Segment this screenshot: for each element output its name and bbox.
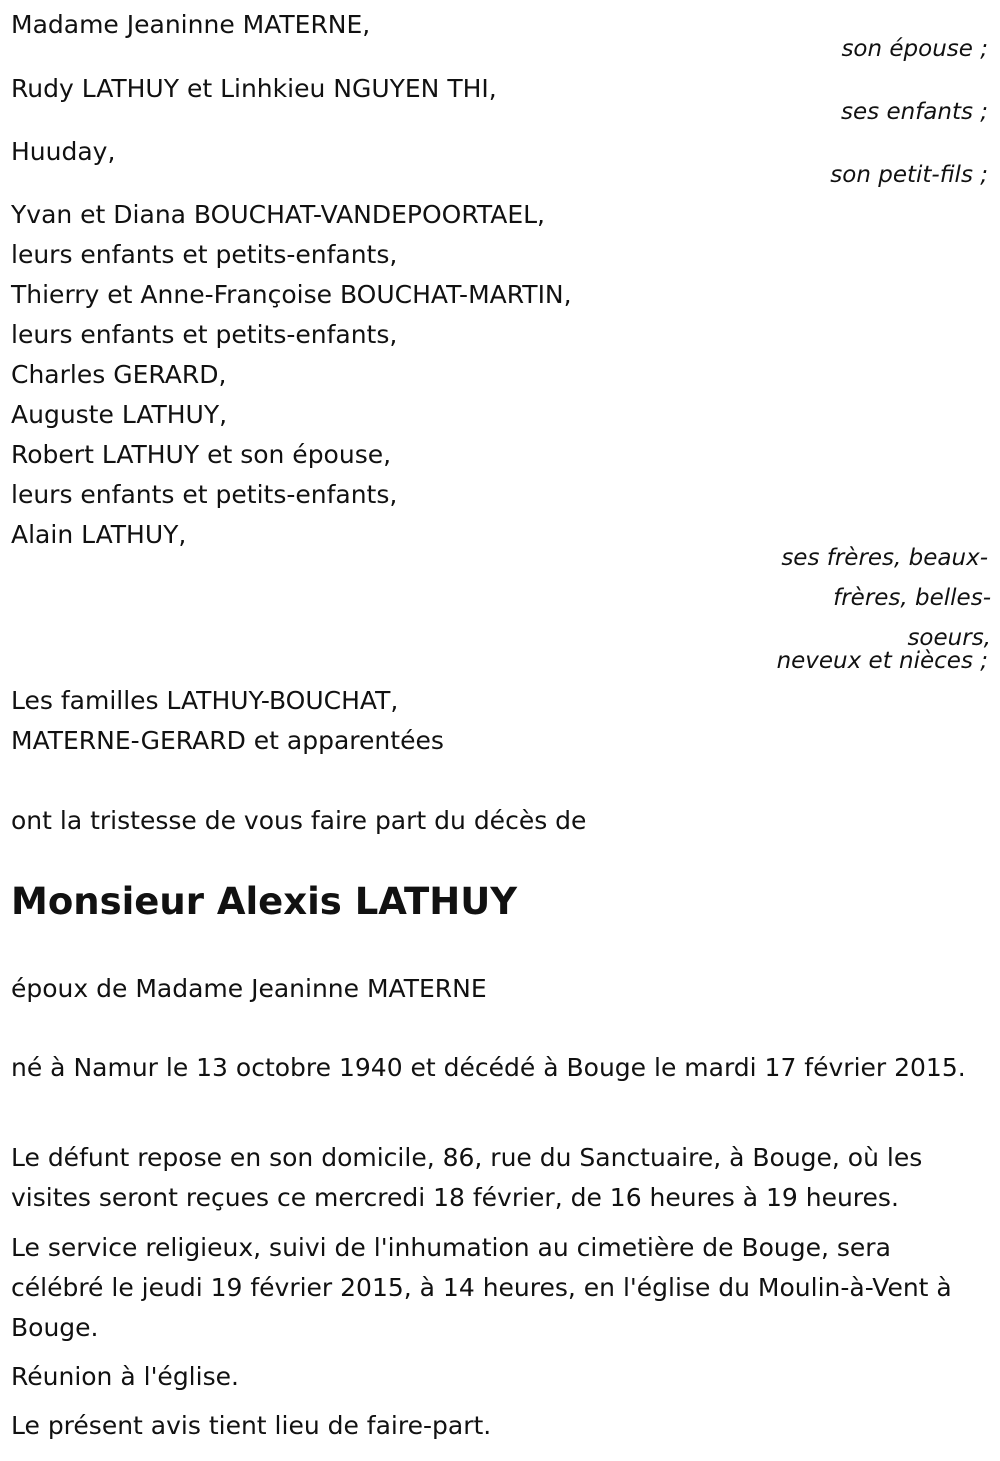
siblings-relation-line: frères, belles-: [833, 585, 991, 611]
siblings-relation-line: soeurs,: [907, 625, 991, 651]
notice-paragraph: Le présent avis tient lieu de faire-part.: [11, 1411, 492, 1440]
visitation-paragraph: Le défunt repose en son domicile, 86, rue du Sanctuaire, à Bouge, où les visites seront reçues ce mercredi 18 février, de 16 heures à 19 heures.: [11, 1143, 923, 1212]
sibling-line: Robert LATHUY et son épouse,: [11, 440, 392, 469]
families-line: Les familles LATHUY-BOUCHAT,: [11, 686, 399, 715]
siblings-relation-line: ses frères, beaux-: [781, 545, 988, 571]
meeting-paragraph: Réunion à l'église.: [11, 1362, 239, 1391]
grandchild-name: Huuday,: [11, 137, 116, 166]
deceased-spouse-of: époux de Madame Jeaninne MATERNE: [11, 974, 487, 1003]
spouse-relation: son épouse ;: [841, 36, 988, 62]
sibling-line: leurs enfants et petits-enfants,: [11, 240, 398, 269]
sibling-line: Alain LATHUY,: [11, 520, 187, 549]
sibling-line: Auguste LATHUY,: [11, 400, 228, 429]
sibling-line: leurs enfants et petits-enfants,: [11, 480, 398, 509]
sibling-line: leurs enfants et petits-enfants,: [11, 320, 398, 349]
grandchild-relation: son petit-fils ;: [830, 162, 988, 188]
children-relation: ses enfants ;: [841, 99, 988, 125]
announcement-text: ont la tristesse de vous faire part du décès de: [11, 806, 587, 835]
sibling-line: Yvan et Diana BOUCHAT-VANDEPOORTAEL,: [11, 200, 546, 229]
children-names: Rudy LATHUY et Linhkieu NGUYEN THI,: [11, 74, 497, 103]
birth-death-paragraph: né à Namur le 13 octobre 1940 et décédé à Bouge le mardi 17 février 2015.: [11, 1053, 966, 1082]
deceased-name: Monsieur Alexis LATHUY: [11, 880, 518, 923]
service-paragraph: Le service religieux, suivi de l'inhumation au cimetière de Bouge, sera célébré le jeudi 19 février 2015, à 14 heures, en l'église du Moulin-à-Vent à Bouge.: [11, 1233, 952, 1342]
sibling-line: Charles GERARD,: [11, 360, 227, 389]
sibling-line: Thierry et Anne-Françoise BOUCHAT-MARTIN,: [11, 280, 572, 309]
families-line: MATERNE-GERARD et apparentées: [11, 726, 444, 755]
siblings-relation-last: neveux et nièces ;: [776, 648, 988, 674]
spouse-name: Madame Jeaninne MATERNE,: [11, 10, 371, 39]
